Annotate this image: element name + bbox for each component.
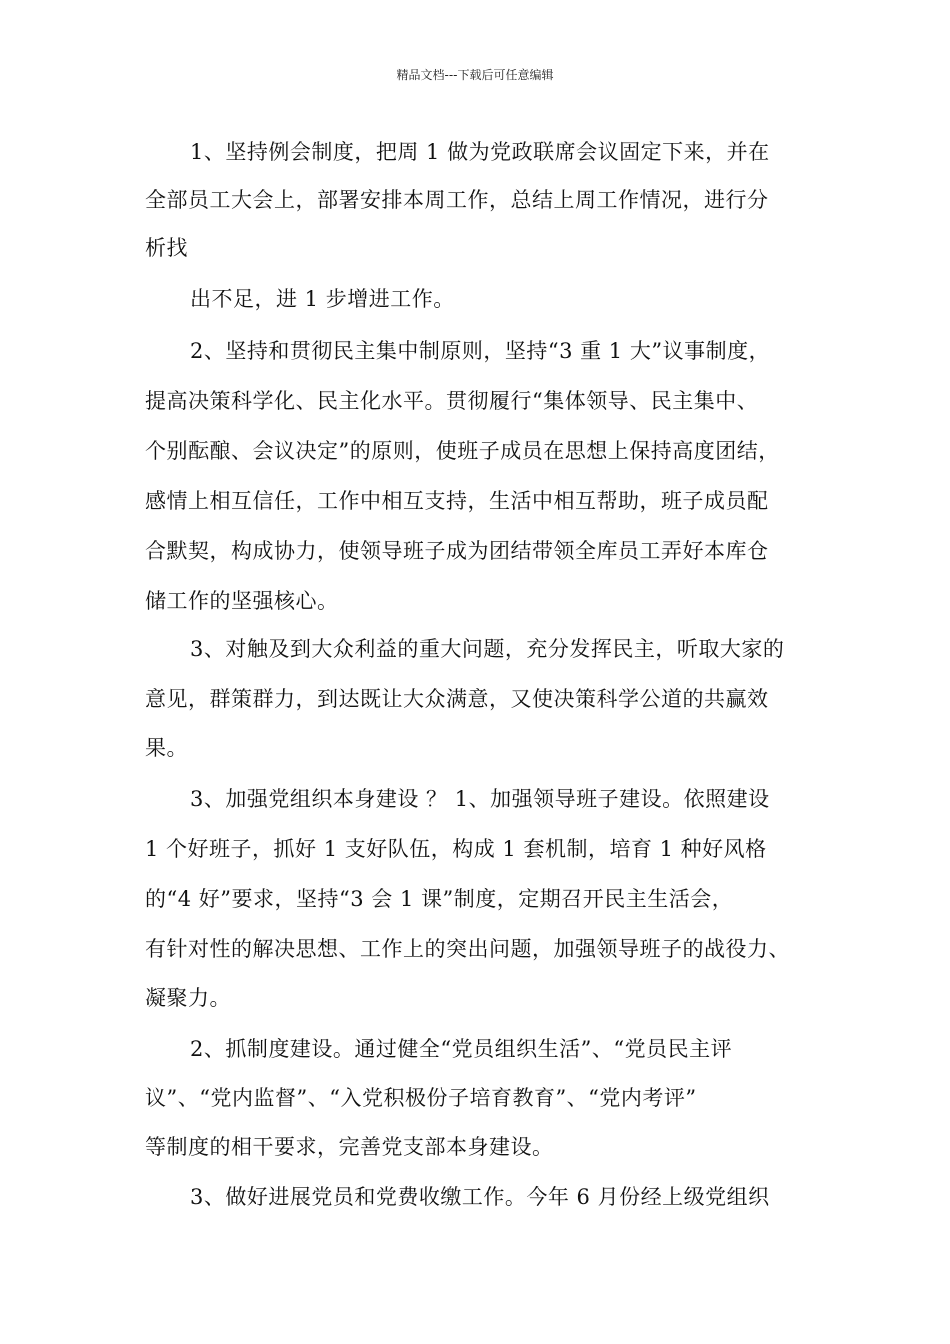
text-line: 等制度的相干要求，完善党支部本身建设。 (145, 1135, 554, 1159)
text-line: 的“4 好”要求，坚持“3 会 1 课”制度，定期召开民主生活会， (145, 887, 734, 911)
text-line: 感情上相互信任，工作中相互支持，生活中相互帮助，班子成员配 (145, 489, 769, 513)
text-line: 3、对触及到大众利益的重大问题，充分发挥民主，听取大家的 (190, 637, 785, 661)
text-line: 析找 (145, 236, 188, 260)
text-line: 有针对性的解决思想、工作上的突出问题，加强领导班子的战役力、 (145, 937, 790, 961)
text-line: 凝聚力。 (145, 986, 231, 1010)
text-line: 2、坚持和贯彻民主集中制原则，坚持“3 重 1 大”议事制度， (190, 339, 771, 363)
page-header: 精品文档---下载后可任意编辑 (396, 68, 554, 82)
text-line: 1 个好班子，抓好 1 支好队伍，构成 1 套机制，培育 1 种好风格 (145, 837, 767, 861)
text-line: 提高决策科学化、民主化水平。贯彻履行“集体领导、民主集中、 (145, 389, 759, 413)
text-line: 3、做好进展党员和党费收缴工作。今年 6 月份经上级党组织 (190, 1185, 770, 1209)
text-line: 3、加强党组织本身建设 ？ 1、加强领导班子建设。依照建设 (190, 787, 770, 811)
text-line: 储工作的坚强核心。 (145, 589, 339, 613)
text-line: 议”、“党内监督”、“入党积极份子培育教育”、“党内考评” (145, 1086, 697, 1110)
text-line: 出不足，进 1 步增进工作。 (190, 287, 455, 311)
text-line: 个别酝酿、会议决定”的原则，使班子成员在思想上保持高度团结， (145, 439, 780, 463)
text-line: 1、坚持例会制度，把周 1 做为党政联席会议固定下来，并在 (190, 140, 770, 164)
text-line: 2、抓制度建设。通过健全“党员组织生活”、“党员民主评 (190, 1037, 733, 1061)
text-line: 合默契，构成协力，使领导班子成为团结带领全库员工弄好本库仓 (145, 539, 769, 563)
text-line: 全部员工大会上，部署安排本周工作，总结上周工作情况，进行分 (145, 188, 769, 212)
text-line: 意见，群策群力，到达既让大众满意，又使决策科学公道的共赢效 (145, 687, 769, 711)
text-line: 果。 (145, 736, 188, 760)
